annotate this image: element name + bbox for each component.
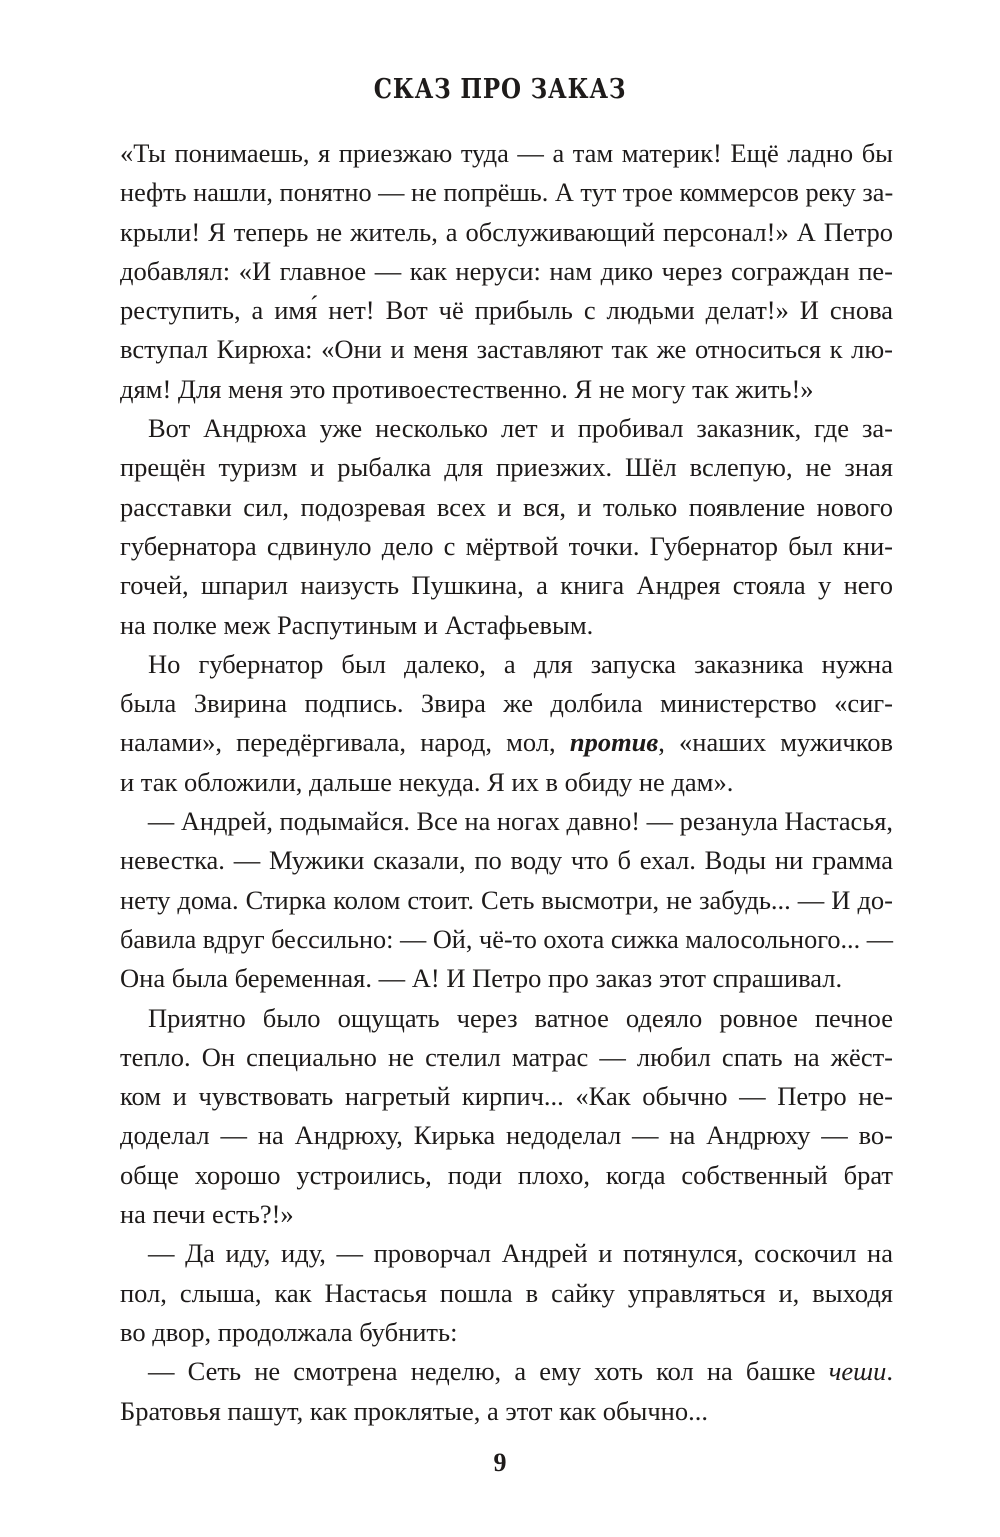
text-line: бавила вдруг бессильно: — Ой, чё-то охота сижка малосольного... — bbox=[120, 923, 893, 954]
text-segment: , «наших мужичков bbox=[658, 727, 894, 758]
text-line: на печи есть?!» bbox=[120, 1199, 294, 1230]
paragraph bbox=[120, 1234, 893, 1352]
text-line: гочей, шпарил наизусть Пушкина, а книга Андрея стояла у него bbox=[120, 570, 893, 601]
text-line: во двор, продолжала бубнить: bbox=[120, 1316, 458, 1347]
text-line: Приятно было ощущать через ватное одеяло ровное печное bbox=[148, 1002, 893, 1033]
text-line: — Да иду, иду, — проворчал Андрей и потянулся, соскочил на bbox=[148, 1238, 893, 1269]
text-line: — Андрей, подымайся. Все на ногах давно! — резанула Настасья, bbox=[147, 806, 894, 837]
text-line: Но губернатор был далеко, а для запуска заказника нужна bbox=[148, 648, 893, 679]
paragraph bbox=[120, 409, 893, 645]
text-line: была Звирина подпись. Звира же долбила министерство «сиг- bbox=[120, 688, 893, 719]
text-line: и так обложили, дальше некуда. Я их в обиду не дам». bbox=[120, 766, 734, 797]
text-line: расставки сил, подозревая всех и вся, и только появление нового bbox=[120, 491, 893, 522]
text-line: Братовья пашут, как проклятые, а этот как обычно... bbox=[120, 1395, 708, 1426]
text-line: дям! Для меня это противоестественно. Я не могу так жить!» bbox=[120, 373, 814, 404]
page-number: 9 bbox=[493, 1448, 507, 1477]
text-line: «Ты понимаешь, я приезжаю туда — а там материк! Ещё ладно бы bbox=[120, 138, 893, 168]
text-line: ком и чувствовать нагретый кирпич... «Как обычно — Петро не- bbox=[120, 1081, 893, 1112]
text-line: невестка. — Мужики сказали, по воду что б ехал. Воды ни грамма bbox=[120, 845, 893, 876]
emphasized-word: чеши bbox=[828, 1356, 887, 1387]
text-line: прещён туризм и рыбалка для приезжих. Шёл вслепую, не зная bbox=[120, 452, 893, 483]
paragraph bbox=[120, 802, 893, 998]
emphasized-word: против bbox=[569, 727, 659, 758]
text-line: пол, слыша, как Настасья пошла в сайку управляться и, выходя bbox=[120, 1277, 893, 1308]
text-line: губернатора сдвинуло дело с мёртвой точки. Губернатор был кни- bbox=[120, 530, 893, 561]
text-line: доделал — на Андрюху, Кирька недоделал — на Андрюху — во- bbox=[120, 1120, 893, 1151]
text-line bbox=[120, 1352, 893, 1391]
text-line bbox=[120, 723, 893, 762]
text-line: вступал Кирюха: «Они и меня заставляют так же относиться к лю- bbox=[120, 334, 893, 365]
text-line: добавлял: «И главное — как неруси: нам дико через сограждан пе- bbox=[120, 255, 893, 286]
paragraph bbox=[120, 645, 893, 802]
text-line: Вот Андрюха уже несколько лет и пробивал заказник, где за- bbox=[148, 413, 893, 444]
chapter-title: СКАЗ ПРО ЗАКАЗ bbox=[373, 74, 627, 105]
paragraph bbox=[120, 134, 893, 409]
paragraph bbox=[120, 999, 893, 1235]
text-segment: налами», передёргивала, народ, мол, bbox=[120, 727, 570, 758]
text-line: нефть нашли, понятно — не попрёшь. А тут трое коммерсов реку за- bbox=[120, 177, 894, 208]
text-line: нету дома. Стирка колом стоит. Сеть высмотри, не забудь... — И до- bbox=[120, 884, 893, 915]
text-line: обще хорошо устроились, поди плохо, когда собственный брат bbox=[120, 1159, 893, 1190]
text-segment: . bbox=[886, 1356, 893, 1387]
text-line: на полке меж Распутиным и Астафьевым. bbox=[120, 609, 594, 640]
text-line: тепло. Он специально не стелил матрас — любил спать на жёст- bbox=[120, 1041, 893, 1072]
paragraph bbox=[120, 1352, 893, 1431]
text-line: реступить, а имя́ нет! Вот чё прибыль с людьми делат!» И снова bbox=[120, 295, 893, 326]
text-segment: — Сеть не смотрена неделю, а ему хоть кол на башке bbox=[148, 1356, 829, 1387]
text-line: Она была беременная. — А! И Петро про заказ этот спрашивал. bbox=[120, 963, 843, 994]
page-body-text bbox=[120, 134, 893, 1431]
text-line: крыли! Я теперь не житель, а обслуживающий персонал!» А Петро bbox=[120, 216, 893, 247]
